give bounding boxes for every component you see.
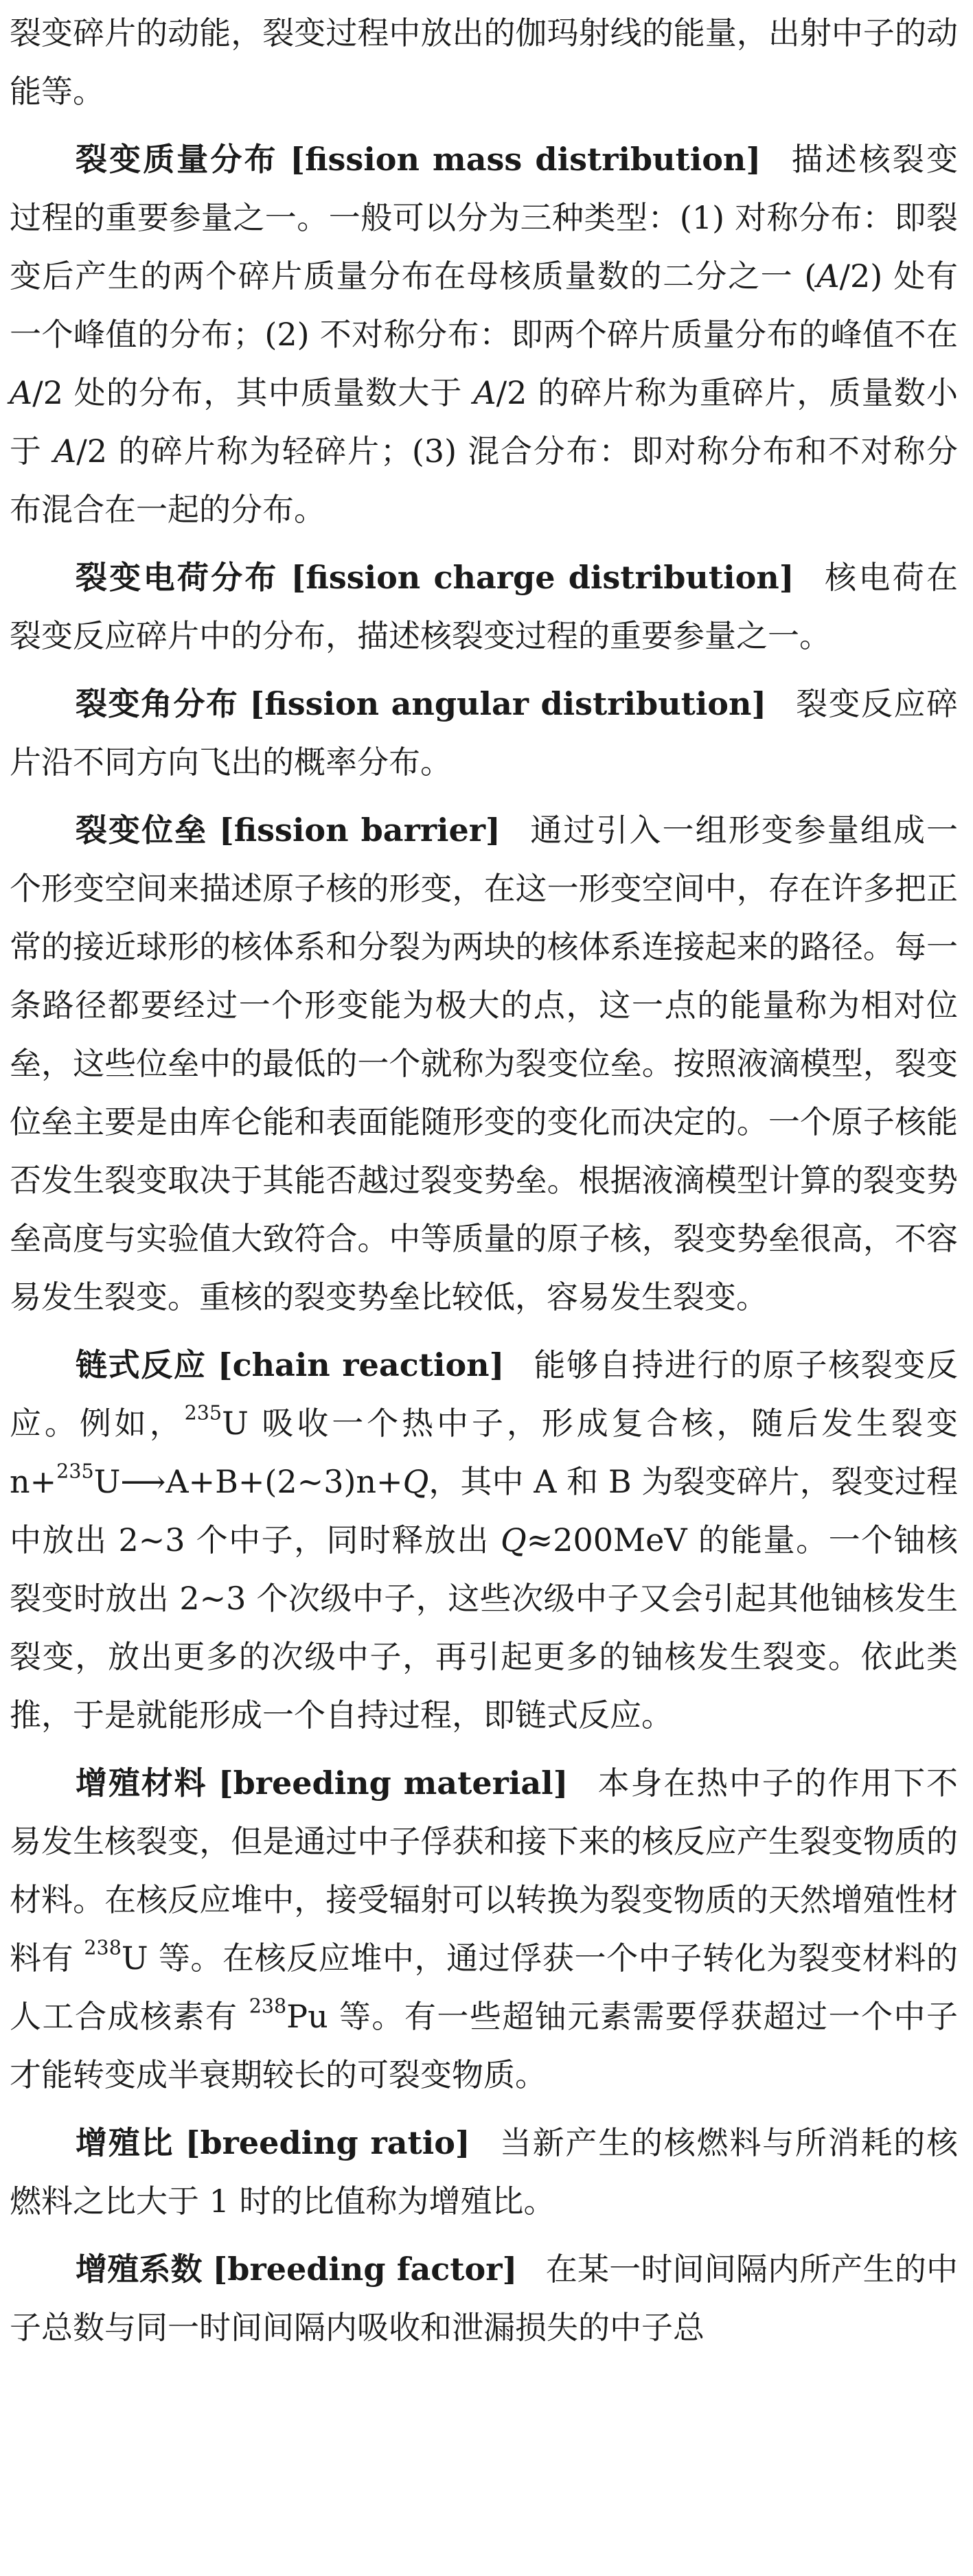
entry-breeding-material <box>10 1754 958 2104</box>
entry-definition: ≈200MeV 的能量。一个铀核裂变时放出 2~3 个次级中子，这些次级中子又会引起其他铀核发生裂变，放出更多的次级中子，再引起更多的铀核发生裂变。依此类推，于是就能形成一个自持过程，即链式反应。 <box>10 1521 958 1734</box>
entry-english-term: [fission barrier] <box>218 812 501 849</box>
mass-number-superscript: 235 <box>184 1401 222 1425</box>
entry-definition: U 吸收一个热中子，形成复合核，随后发生裂变 n+ <box>10 1405 959 1500</box>
entry-definition: Pu 等。有一些超铀元素需要俘获超过一个中子才能转变成半衰期较长的可裂变物质。 <box>10 1998 959 2093</box>
entry-term: 裂变质量分布 <box>76 141 278 178</box>
continued-text: 裂变碎片的动能，裂变过程中放出的伽玛射线的能量，出射中子的动能等。 <box>10 14 958 110</box>
entry-definition: 本身在热中子的作用下不易发生核裂变，但是通过中子俘获和接下来的核反应产生裂变物质的材料。在核反应堆中，接受辐射可以转换为裂变物质的天然增殖性材料有 <box>10 1764 958 1977</box>
entry-english-term: [breeding ratio] <box>185 2124 470 2161</box>
entry-definition: 通过引入一组形变参量组成一个形变空间来描述原子核的形变，在这一形变空间中，存在许多把正常的接近球形的核体系和分裂为两块的核体系连接起来的路径。每一条路径都要经过一个形变能为极大的点，这一点的能量称为相对位垒，这些位垒中的最低的一个就称为裂变位垒。按照液滴模型，裂变位垒主要是由库仑能和表面能随形变的变化而决定的。一个原子核能否发生裂变取决于其能否越过裂变势垒。根据液滴模型计算的裂变势垒高度与实验值大致符合。中等质量的原子核，裂变势垒很高，不容易发生裂变。重核的裂变势垒比较低，容易发生裂变。 <box>10 812 959 1315</box>
math-variable: A <box>10 374 33 411</box>
entry-definition: 描述核裂变过程的重要参量之一。一般可以分为三种类型：(1) 对称分布：即裂变后产生的两个碎片质量分布在母核质量数的二分之一 ( <box>10 141 959 295</box>
entry-english-term: [fission angular distribution] <box>249 685 767 722</box>
math-variable: A <box>473 374 496 411</box>
entry-definition: 能够自持进行的原子核裂变反应。例如， <box>10 1346 959 1442</box>
math-variable: Q <box>402 1463 429 1500</box>
entry-english-term: [fission charge distribution] <box>290 559 794 596</box>
entry-definition: /2) 处有一个峰值的分布；(2) 不对称分布：即两个碎片质量分布的峰值不在 <box>10 257 958 353</box>
entry-definition: 在某一时间间隔内所产生的中子总数与同一时间间隔内吸收和泄漏损失的中子总 <box>10 2251 959 2346</box>
entry-english-term: [fission mass distribution] <box>290 141 762 178</box>
entry-definition: 当新产生的核燃料与所消耗的核燃料之比大于 1 时的比值称为增殖比。 <box>10 2124 959 2220</box>
mass-number-superscript: 238 <box>84 1936 122 1959</box>
entry-term: 裂变位垒 <box>76 812 208 849</box>
entry-term: 增殖比 <box>76 2124 174 2161</box>
entry-term: 裂变角分布 <box>76 685 239 722</box>
entry-fission-angular-distribution <box>10 675 958 792</box>
entry-chain-reaction <box>10 1336 958 1745</box>
entry-definition: 裂变反应碎片沿不同方向飞出的概率分布。 <box>10 685 958 781</box>
entry-fission-mass-distribution <box>10 130 958 539</box>
entry-definition: U 等。在核反应堆中，通过俘获一个中子转化为裂变材料的人工合成核素有 <box>10 1940 959 2035</box>
entry-english-term: [breeding factor] <box>212 2251 518 2288</box>
mass-number-superscript: 235 <box>56 1460 94 1483</box>
math-variable: A <box>816 257 840 295</box>
entry-definition: /2 的碎片称为重碎片，质量数小于 <box>10 374 958 470</box>
entry-fission-charge-distribution <box>10 549 958 665</box>
entry-definition: 核电荷在裂变反应碎片中的分布，描述核裂变过程的重要参量之一。 <box>10 559 959 654</box>
continued-paragraph <box>10 4 958 121</box>
entry-definition: ，其中 A 和 B 为裂变碎片，裂变过程中放出 2~3 个中子，同时释放出 <box>10 1463 958 1559</box>
entry-definition: /2 处的分布，其中质量数大于 <box>32 374 474 411</box>
entry-english-term: [chain reaction] <box>217 1346 505 1383</box>
entry-term: 增殖系数 <box>76 2251 203 2288</box>
math-variable: Q <box>501 1521 527 1559</box>
entry-definition: U⟶A+B+(2~3)n+ <box>93 1463 403 1500</box>
entry-term: 裂变电荷分布 <box>76 559 279 596</box>
entry-definition: /2 的碎片称为轻碎片；(3) 混合分布：即对称分布和不对称分布混合在一起的分布。 <box>10 433 959 528</box>
entry-term: 增殖材料 <box>76 1764 207 1802</box>
entry-breeding-factor <box>10 2240 958 2357</box>
entry-term: 链式反应 <box>76 1346 207 1383</box>
math-variable: A <box>54 433 77 470</box>
entry-fission-barrier <box>10 801 958 1326</box>
entry-breeding-ratio <box>10 2114 958 2231</box>
mass-number-superscript: 238 <box>249 1994 287 2018</box>
entry-english-term: [breeding material] <box>218 1764 569 1802</box>
